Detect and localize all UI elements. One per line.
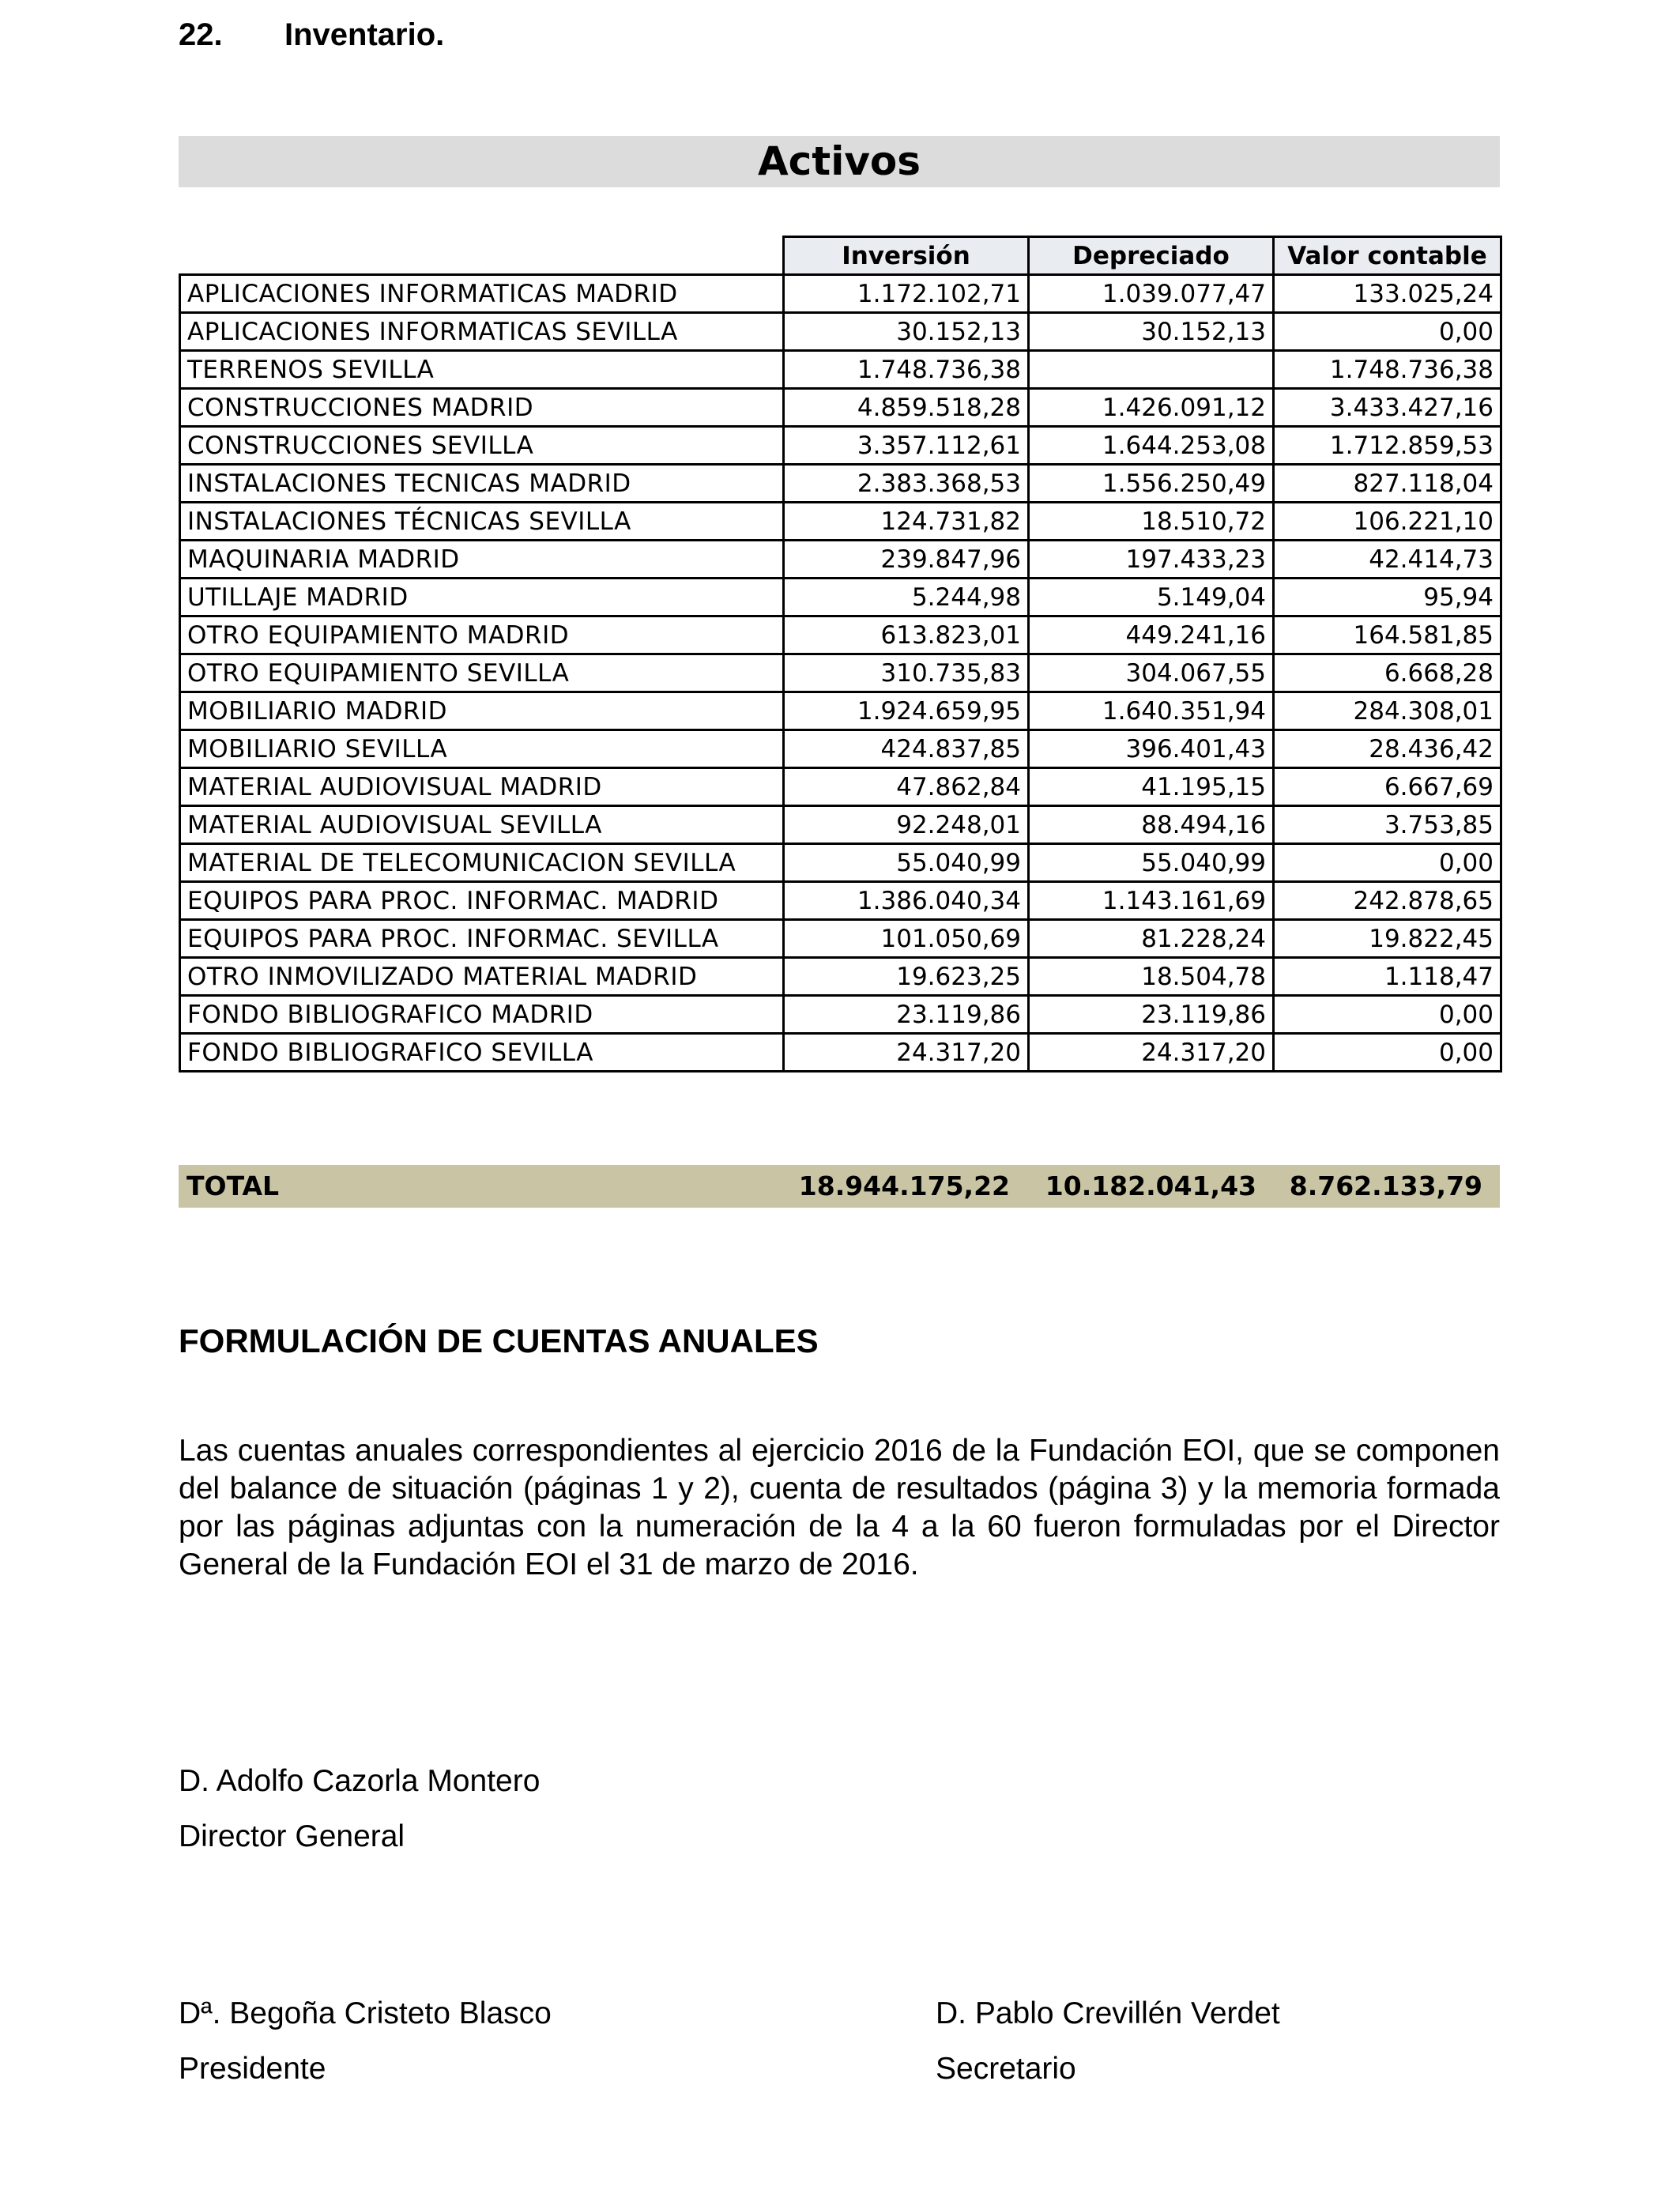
row-inversion: 101.050,69 xyxy=(784,920,1029,958)
inventory-table-body xyxy=(180,275,1501,1072)
row-depreciado: 30.152,13 xyxy=(1029,313,1274,351)
row-label: MAQUINARIA MADRID xyxy=(180,541,784,579)
row-depreciado: 304.067,55 xyxy=(1029,654,1274,692)
row-label: OTRO INMOVILIZADO MATERIAL MADRID xyxy=(180,958,784,996)
row-inversion: 424.837,85 xyxy=(784,730,1029,768)
table-row xyxy=(180,730,1501,768)
table-row xyxy=(180,692,1501,730)
row-label: CONSTRUCCIONES MADRID xyxy=(180,389,784,427)
table-row xyxy=(180,503,1501,541)
row-inversion: 47.862,84 xyxy=(784,768,1029,806)
row-valor-contable: 133.025,24 xyxy=(1274,275,1501,313)
row-label: INSTALACIONES TECNICAS MADRID xyxy=(180,465,784,503)
row-valor-contable: 1.118,47 xyxy=(1274,958,1501,996)
row-inversion: 310.735,83 xyxy=(784,654,1029,692)
signatory-3-name: D. Pablo Crevillén Verdet xyxy=(936,1996,1280,2030)
table-row xyxy=(180,1034,1501,1072)
signatory-3-role: Secretario xyxy=(936,2052,1076,2086)
formulacion-paragraph: Las cuentas anuales correspondientes al ejercicio 2016 de la Fundación EOI, que se componen del balance de situación (páginas 1 y 2), cuenta de resultados (página 3) y la memoria formada por las páginas adjuntas con la numeración de la 4 a la 60 fueron formuladas por el Director General de la Fundación EOI el 31 de marzo de 2016. xyxy=(179,1434,1500,1581)
row-label: MOBILIARIO SEVILLA xyxy=(180,730,784,768)
signatory-1-name: D. Adolfo Cazorla Montero xyxy=(179,1764,541,1798)
section-title: Inventario. xyxy=(284,17,445,52)
row-inversion: 30.152,13 xyxy=(784,313,1029,351)
row-depreciado: 1.426.091,12 xyxy=(1029,389,1274,427)
row-depreciado: 197.433,23 xyxy=(1029,541,1274,579)
row-valor-contable: 106.221,10 xyxy=(1274,503,1501,541)
row-valor-contable: 164.581,85 xyxy=(1274,616,1501,654)
row-depreciado: 5.149,04 xyxy=(1029,579,1274,616)
table-row xyxy=(180,806,1501,844)
row-inversion: 613.823,01 xyxy=(784,616,1029,654)
total-label: TOTAL xyxy=(186,1171,280,1201)
table-row xyxy=(180,996,1501,1034)
table-row xyxy=(180,579,1501,616)
row-valor-contable: 42.414,73 xyxy=(1274,541,1501,579)
inventory-table xyxy=(179,236,1502,1072)
row-label: TERRENOS SEVILLA xyxy=(180,351,784,389)
row-label: OTRO EQUIPAMIENTO SEVILLA xyxy=(180,654,784,692)
row-inversion: 1.748.736,38 xyxy=(784,351,1029,389)
row-depreciado: 1.039.077,47 xyxy=(1029,275,1274,313)
row-inversion: 4.859.518,28 xyxy=(784,389,1029,427)
row-inversion: 1.924.659,95 xyxy=(784,692,1029,730)
table-row xyxy=(180,351,1501,389)
row-inversion: 23.119,86 xyxy=(784,996,1029,1034)
table-row xyxy=(180,654,1501,692)
row-valor-contable: 1.712.859,53 xyxy=(1274,427,1501,465)
row-label: MATERIAL DE TELECOMUNICACION SEVILLA xyxy=(180,844,784,882)
row-label: CONSTRUCCIONES SEVILLA xyxy=(180,427,784,465)
row-label: OTRO EQUIPAMIENTO MADRID xyxy=(180,616,784,654)
table-row xyxy=(180,958,1501,996)
row-inversion: 2.383.368,53 xyxy=(784,465,1029,503)
column-header-inversion: Inversión xyxy=(784,237,1029,275)
row-valor-contable: 6.668,28 xyxy=(1274,654,1501,692)
table-row xyxy=(180,844,1501,882)
row-label: UTILLAJE MADRID xyxy=(180,579,784,616)
row-valor-contable: 0,00 xyxy=(1274,844,1501,882)
table-row xyxy=(180,541,1501,579)
table-header-row xyxy=(180,237,1501,275)
row-depreciado: 1.644.253,08 xyxy=(1029,427,1274,465)
row-inversion: 1.172.102,71 xyxy=(784,275,1029,313)
row-depreciado: 1.143.161,69 xyxy=(1029,882,1274,920)
row-inversion: 92.248,01 xyxy=(784,806,1029,844)
row-depreciado: 81.228,24 xyxy=(1029,920,1274,958)
signatory-2-role: Presidente xyxy=(179,2052,326,2086)
table-row xyxy=(180,465,1501,503)
column-header-valor-contable: Valor contable xyxy=(1274,237,1501,275)
row-depreciado xyxy=(1029,351,1274,389)
total-valor-contable: 8.762.133,79 xyxy=(1289,1171,1482,1201)
row-depreciado: 23.119,86 xyxy=(1029,996,1274,1034)
table-row xyxy=(180,768,1501,806)
row-label: EQUIPOS PARA PROC. INFORMAC. SEVILLA xyxy=(180,920,784,958)
row-valor-contable: 3.753,85 xyxy=(1274,806,1501,844)
row-label: MOBILIARIO MADRID xyxy=(180,692,784,730)
row-inversion: 55.040,99 xyxy=(784,844,1029,882)
row-valor-contable: 0,00 xyxy=(1274,313,1501,351)
row-depreciado: 55.040,99 xyxy=(1029,844,1274,882)
formulacion-title: FORMULACIÓN DE CUENTAS ANUALES xyxy=(179,1322,819,1359)
total-row xyxy=(179,1165,1500,1208)
row-label: APLICACIONES INFORMATICAS MADRID xyxy=(180,275,784,313)
row-depreciado: 449.241,16 xyxy=(1029,616,1274,654)
row-valor-contable: 95,94 xyxy=(1274,579,1501,616)
row-label: APLICACIONES INFORMATICAS SEVILLA xyxy=(180,313,784,351)
row-label: MATERIAL AUDIOVISUAL SEVILLA xyxy=(180,806,784,844)
row-inversion: 19.623,25 xyxy=(784,958,1029,996)
section-number: 22. xyxy=(179,17,223,52)
row-inversion: 239.847,96 xyxy=(784,541,1029,579)
row-valor-contable: 3.433.427,16 xyxy=(1274,389,1501,427)
row-valor-contable: 1.748.736,38 xyxy=(1274,351,1501,389)
total-inversion: 18.944.175,22 xyxy=(798,1171,1010,1201)
row-valor-contable: 19.822,45 xyxy=(1274,920,1501,958)
row-label: INSTALACIONES TÉCNICAS SEVILLA xyxy=(180,503,784,541)
header-blank-cell xyxy=(180,237,784,275)
row-valor-contable: 6.667,69 xyxy=(1274,768,1501,806)
column-header-depreciado: Depreciado xyxy=(1029,237,1274,275)
row-label: EQUIPOS PARA PROC. INFORMAC. MADRID xyxy=(180,882,784,920)
activos-banner: Activos xyxy=(179,136,1500,187)
row-label: FONDO BIBLIOGRAFICO MADRID xyxy=(180,996,784,1034)
table-row xyxy=(180,882,1501,920)
row-inversion: 1.386.040,34 xyxy=(784,882,1029,920)
row-depreciado: 1.640.351,94 xyxy=(1029,692,1274,730)
row-valor-contable: 242.878,65 xyxy=(1274,882,1501,920)
row-inversion: 24.317,20 xyxy=(784,1034,1029,1072)
row-inversion: 124.731,82 xyxy=(784,503,1029,541)
section-heading xyxy=(179,17,444,53)
row-inversion: 3.357.112,61 xyxy=(784,427,1029,465)
row-valor-contable: 0,00 xyxy=(1274,996,1501,1034)
row-depreciado: 18.510,72 xyxy=(1029,503,1274,541)
total-depreciado: 10.182.041,43 xyxy=(1045,1171,1256,1201)
row-depreciado: 88.494,16 xyxy=(1029,806,1274,844)
row-valor-contable: 827.118,04 xyxy=(1274,465,1501,503)
signatory-1-role: Director General xyxy=(179,1819,405,1853)
table-row xyxy=(180,313,1501,351)
table-row xyxy=(180,920,1501,958)
table-row xyxy=(180,389,1501,427)
table-row xyxy=(180,275,1501,313)
row-depreciado: 1.556.250,49 xyxy=(1029,465,1274,503)
row-depreciado: 24.317,20 xyxy=(1029,1034,1274,1072)
row-valor-contable: 0,00 xyxy=(1274,1034,1501,1072)
table-row xyxy=(180,427,1501,465)
row-inversion: 5.244,98 xyxy=(784,579,1029,616)
row-depreciado: 18.504,78 xyxy=(1029,958,1274,996)
row-depreciado: 41.195,15 xyxy=(1029,768,1274,806)
row-label: MATERIAL AUDIOVISUAL MADRID xyxy=(180,768,784,806)
row-depreciado: 396.401,43 xyxy=(1029,730,1274,768)
signatory-2-name: Dª. Begoña Cristeto Blasco xyxy=(179,1996,552,2030)
row-label: FONDO BIBLIOGRAFICO SEVILLA xyxy=(180,1034,784,1072)
row-valor-contable: 28.436,42 xyxy=(1274,730,1501,768)
row-valor-contable: 284.308,01 xyxy=(1274,692,1501,730)
table-row xyxy=(180,616,1501,654)
